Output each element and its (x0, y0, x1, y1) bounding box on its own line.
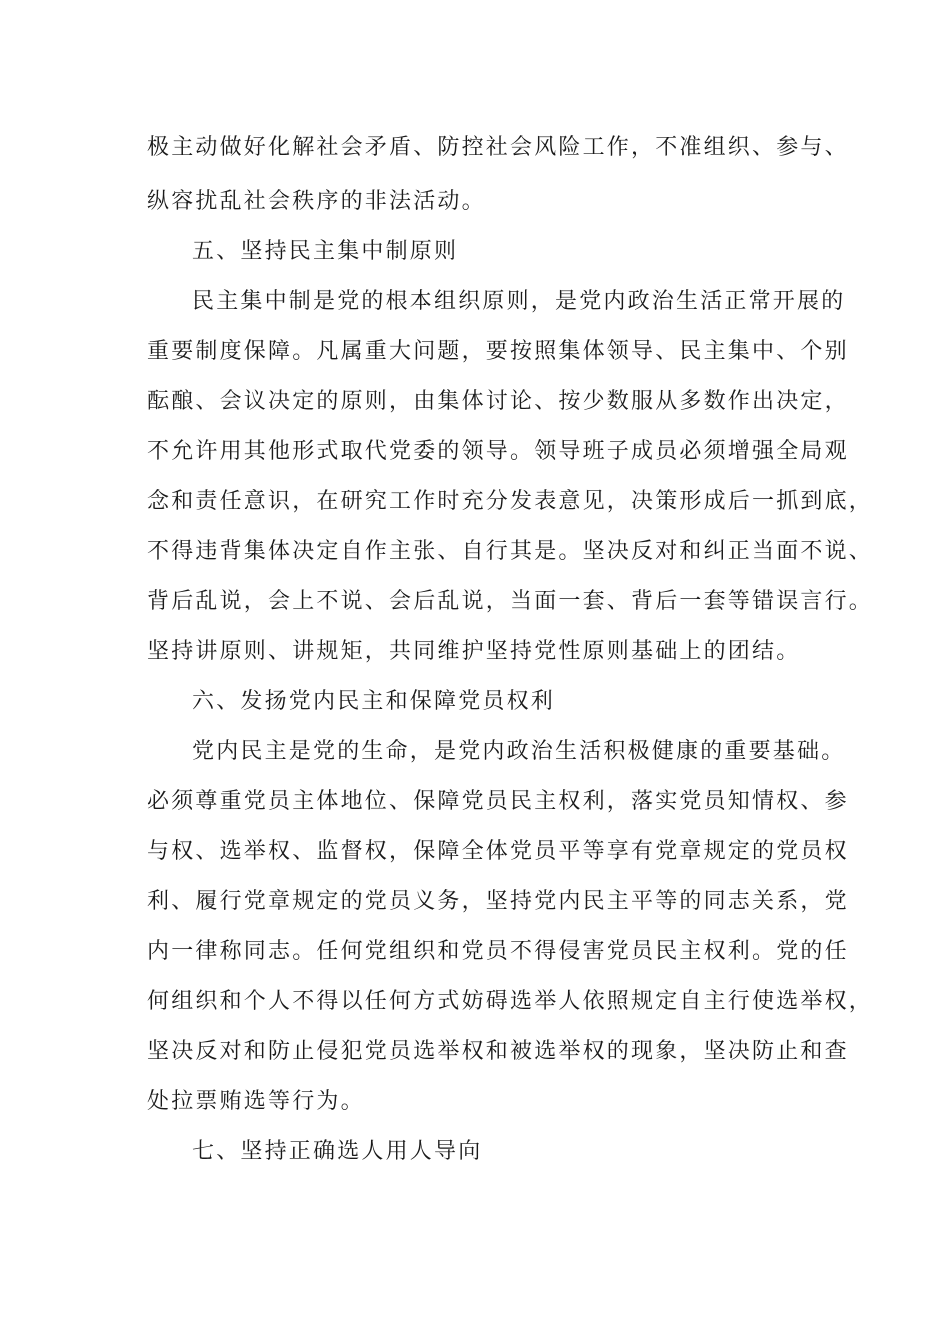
text-line: 重要制度保障。凡属重大问题，要按照集体领导、民主集中、个别 (147, 339, 849, 364)
text-line: 背后乱说，会上不说、会后乱说，当面一套、背后一套等错误言行。 (147, 589, 874, 614)
section-heading: 六、发扬党内民主和保障党员权利 (192, 689, 556, 714)
text-line: 与权、选举权、监督权，保障全体党员平等享有党章规定的党员权 (147, 839, 849, 864)
text-line: 民主集中制是党的根本组织原则，是党内政治生活正常开展的 (192, 289, 846, 314)
text-line: 不允许用其他形式取代党委的领导。领导班子成员必须增强全局观 (147, 439, 849, 464)
text-line: 利、履行党章规定的党员义务，坚持党内民主平等的同志关系，党 (147, 889, 849, 914)
text-line: 党内民主是党的生命，是党内政治生活积极健康的重要基础。 (192, 739, 846, 764)
section-heading: 五、坚持民主集中制原则 (192, 239, 459, 264)
text-line: 何组织和个人不得以任何方式妨碍选举人依照规定自主行使选举权， (147, 989, 874, 1014)
text-line: 处拉票贿选等行为。 (147, 1089, 365, 1114)
section-heading: 七、坚持正确选人用人导向 (192, 1139, 483, 1164)
text-line: 酝酿、会议决定的原则，由集体讨论、按少数服从多数作出决定， (147, 389, 849, 414)
text-line: 极主动做好化解社会矛盾、防控社会风险工作，不准组织、参与、 (147, 135, 849, 160)
text-line: 坚持讲原则、讲规矩，共同维护坚持党性原则基础上的团结。 (147, 639, 801, 664)
text-line: 纵容扰乱社会秩序的非法活动。 (147, 189, 486, 214)
text-line: 必须尊重党员主体地位、保障党员民主权利，落实党员知情权、参 (147, 789, 849, 814)
text-line: 坚决反对和防止侵犯党员选举权和被选举权的现象，坚决防止和查 (147, 1039, 849, 1064)
text-line: 念和责任意识，在研究工作时充分发表意见，决策形成后一抓到底， (147, 489, 874, 514)
text-line: 内一律称同志。任何党组织和党员不得侵害党员民主权利。党的任 (147, 939, 849, 964)
text-line: 不得违背集体决定自作主张、自行其是。坚决反对和纠正当面不说、 (147, 539, 874, 564)
